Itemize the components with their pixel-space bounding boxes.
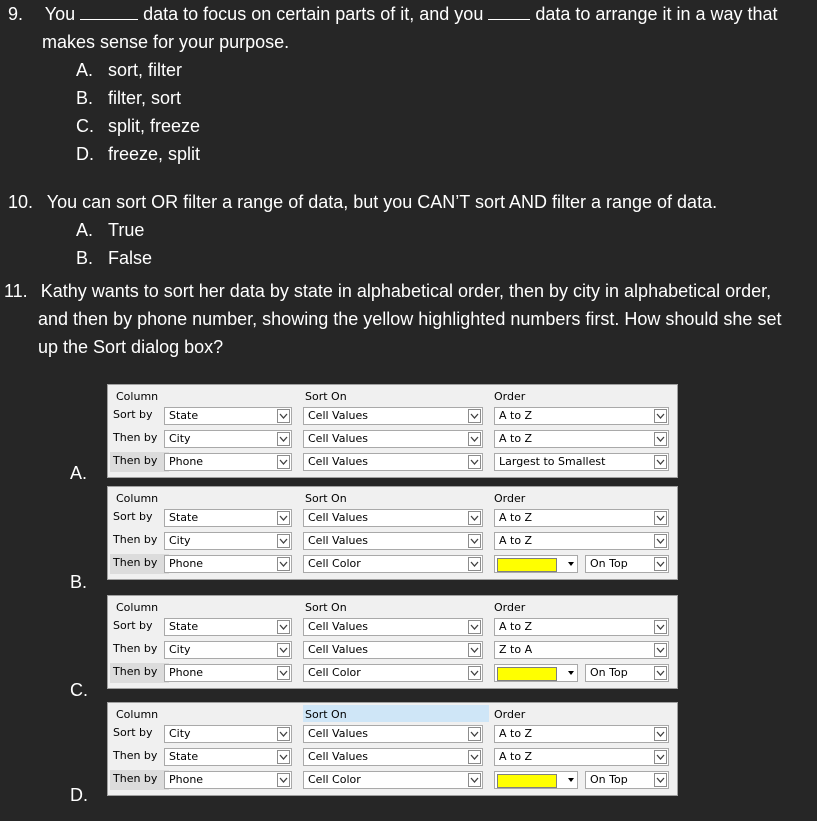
sort-dialog-a bbox=[107, 384, 678, 478]
order-select[interactable] bbox=[494, 509, 669, 527]
chevron-down-icon[interactable] bbox=[468, 773, 481, 787]
chevron-down-icon[interactable] bbox=[468, 557, 481, 571]
chevron-down-icon[interactable] bbox=[277, 666, 290, 680]
header-sort-on: Sort On bbox=[305, 492, 347, 505]
sort-dialog-b bbox=[107, 486, 678, 580]
order-select-value: A to Z bbox=[499, 409, 533, 422]
sort-on-select-value: Cell Color bbox=[308, 557, 361, 570]
sort-on-select-value: Cell Values bbox=[308, 455, 368, 468]
cell-color-picker[interactable] bbox=[494, 771, 578, 789]
sort-on-select[interactable] bbox=[303, 430, 483, 448]
answer-letter-b: B. bbox=[70, 572, 88, 592]
sort-on-select[interactable] bbox=[303, 725, 483, 743]
cell-color-picker[interactable] bbox=[494, 664, 578, 682]
chevron-down-icon[interactable] bbox=[654, 750, 667, 764]
answer-letter-d: D. bbox=[70, 785, 88, 805]
sort-dialog-d bbox=[107, 702, 678, 796]
chevron-down-icon[interactable] bbox=[654, 455, 667, 469]
chevron-down-icon[interactable] bbox=[468, 455, 481, 469]
q9-option-b: B. filter, sort bbox=[76, 88, 182, 108]
q10-option-b: B. False bbox=[76, 248, 153, 268]
order-select-value: Z to A bbox=[499, 643, 533, 656]
sort-on-select[interactable] bbox=[303, 618, 483, 636]
row-label: Then by bbox=[113, 454, 158, 467]
sort-on-select-value: Cell Values bbox=[308, 727, 368, 740]
header-sort-on: Sort On bbox=[305, 601, 347, 614]
header-order: Order bbox=[494, 601, 526, 614]
column-select-value: City bbox=[169, 727, 191, 740]
column-select-value: Phone bbox=[169, 455, 204, 468]
row-label: Then by bbox=[113, 431, 158, 444]
header-column: Column bbox=[116, 492, 159, 505]
column-select-value: State bbox=[169, 620, 199, 633]
sort-on-select-value: Cell Values bbox=[308, 620, 368, 633]
chevron-down-icon[interactable] bbox=[277, 557, 290, 571]
header-column: Column bbox=[116, 601, 159, 614]
position-select[interactable] bbox=[585, 664, 669, 682]
chevron-down-icon[interactable] bbox=[468, 409, 481, 423]
header-sort-on: Sort On bbox=[305, 708, 347, 721]
sort-on-select-value: Cell Values bbox=[308, 643, 368, 656]
order-select-value: Largest to Smallest bbox=[499, 455, 606, 468]
sort-on-select-value: Cell Values bbox=[308, 432, 368, 445]
sort-on-select-value: Cell Color bbox=[308, 666, 361, 679]
header-column: Column bbox=[116, 708, 159, 721]
sort-on-select[interactable] bbox=[303, 641, 483, 659]
row-label: Then by bbox=[113, 772, 158, 785]
caret-down-icon bbox=[568, 562, 574, 566]
q9-option-a: A. sort, filter bbox=[76, 60, 183, 80]
question-9-number: 9. bbox=[8, 4, 24, 24]
q9-option-d: D. freeze, split bbox=[76, 144, 201, 164]
answer-letter-c: C. bbox=[70, 680, 88, 700]
sort-on-select[interactable] bbox=[303, 748, 483, 766]
row-label: Sort by bbox=[113, 510, 153, 523]
q9-option-c: C. split, freeze bbox=[76, 116, 201, 136]
chevron-down-icon[interactable] bbox=[277, 620, 290, 634]
column-select[interactable] bbox=[164, 555, 292, 573]
yellow-swatch bbox=[497, 558, 557, 572]
question-11-line1: 11. Kathy wants to sort her data by state in alphabetical order, then by city in alphabetical order, bbox=[4, 281, 772, 301]
chevron-down-icon[interactable] bbox=[654, 557, 667, 571]
order-select[interactable] bbox=[494, 453, 669, 471]
sort-on-select[interactable] bbox=[303, 453, 483, 471]
column-select[interactable] bbox=[164, 771, 292, 789]
order-select-value: A to Z bbox=[499, 432, 533, 445]
column-select-value: State bbox=[169, 511, 199, 524]
chevron-down-icon[interactable] bbox=[468, 511, 481, 525]
column-select[interactable] bbox=[164, 453, 292, 471]
column-select-value: Phone bbox=[169, 773, 204, 786]
column-select[interactable] bbox=[164, 407, 292, 425]
chevron-down-icon[interactable] bbox=[654, 409, 667, 423]
order-select-value: A to Z bbox=[499, 534, 533, 547]
column-select[interactable] bbox=[164, 664, 292, 682]
chevron-down-icon[interactable] bbox=[654, 643, 667, 657]
order-select[interactable] bbox=[494, 430, 669, 448]
chevron-down-icon[interactable] bbox=[277, 432, 290, 446]
order-select[interactable] bbox=[494, 725, 669, 743]
question-10-number: 10. bbox=[8, 192, 34, 212]
sort-on-select[interactable] bbox=[303, 771, 483, 789]
column-select-value: City bbox=[169, 432, 191, 445]
header-column: Column bbox=[116, 390, 159, 403]
chevron-down-icon[interactable] bbox=[277, 750, 290, 764]
chevron-down-icon[interactable] bbox=[277, 409, 290, 423]
column-select[interactable] bbox=[164, 430, 292, 448]
chevron-down-icon[interactable] bbox=[468, 432, 481, 446]
order-select[interactable] bbox=[494, 532, 669, 550]
column-select-value: Phone bbox=[169, 557, 204, 570]
column-select-value: Phone bbox=[169, 666, 204, 679]
sort-on-select[interactable] bbox=[303, 407, 483, 425]
chevron-down-icon[interactable] bbox=[654, 666, 667, 680]
chevron-down-icon[interactable] bbox=[468, 666, 481, 680]
chevron-down-icon[interactable] bbox=[468, 534, 481, 548]
chevron-down-icon[interactable] bbox=[654, 773, 667, 787]
question-11-number: 11. bbox=[4, 281, 28, 301]
chevron-down-icon[interactable] bbox=[277, 643, 290, 657]
column-select[interactable] bbox=[164, 532, 292, 550]
column-select-value: State bbox=[169, 409, 199, 422]
blank-2 bbox=[488, 1, 530, 20]
chevron-down-icon[interactable] bbox=[277, 534, 290, 548]
row-label: Sort by bbox=[113, 619, 153, 632]
chevron-down-icon[interactable] bbox=[654, 534, 667, 548]
row-label: Sort by bbox=[113, 726, 153, 739]
chevron-down-icon[interactable] bbox=[468, 750, 481, 764]
column-select-value: State bbox=[169, 750, 199, 763]
order-select-value: A to Z bbox=[499, 620, 533, 633]
yellow-swatch bbox=[497, 774, 557, 788]
position-select-value: On Top bbox=[590, 773, 628, 786]
position-select[interactable] bbox=[585, 555, 669, 573]
chevron-down-icon[interactable] bbox=[654, 620, 667, 634]
chevron-down-icon[interactable] bbox=[468, 620, 481, 634]
order-select[interactable] bbox=[494, 641, 669, 659]
header-order: Order bbox=[494, 708, 526, 721]
order-select[interactable] bbox=[494, 748, 669, 766]
answer-letter-a: A. bbox=[70, 463, 88, 483]
caret-down-icon bbox=[568, 778, 574, 782]
chevron-down-icon[interactable] bbox=[277, 727, 290, 741]
column-select[interactable] bbox=[164, 748, 292, 766]
order-select-value: A to Z bbox=[499, 727, 533, 740]
question-10: 10. You can sort OR filter a range of data, but you CAN’T sort AND filter a range of data. bbox=[8, 192, 718, 212]
sort-on-select-value: Cell Values bbox=[308, 534, 368, 547]
caret-down-icon bbox=[568, 671, 574, 675]
question-9-line2: makes sense for your purpose. bbox=[42, 32, 290, 52]
order-select[interactable] bbox=[494, 618, 669, 636]
chevron-down-icon[interactable] bbox=[277, 455, 290, 469]
cell-color-picker[interactable] bbox=[494, 555, 578, 573]
chevron-down-icon[interactable] bbox=[654, 511, 667, 525]
position-select[interactable] bbox=[585, 771, 669, 789]
header-order: Order bbox=[494, 492, 526, 505]
row-label: Sort by bbox=[113, 408, 153, 421]
chevron-down-icon[interactable] bbox=[654, 727, 667, 741]
header-order: Order bbox=[494, 390, 526, 403]
chevron-down-icon[interactable] bbox=[654, 432, 667, 446]
question-11-line3: up the Sort dialog box? bbox=[38, 337, 224, 357]
header-sort-on: Sort On bbox=[305, 390, 347, 403]
sort-on-select-value: Cell Values bbox=[308, 511, 368, 524]
chevron-down-icon[interactable] bbox=[277, 511, 290, 525]
row-label: Then by bbox=[113, 556, 158, 569]
order-select-value: A to Z bbox=[499, 511, 533, 524]
q10-option-a: A. True bbox=[76, 220, 145, 240]
blank-1 bbox=[80, 1, 138, 20]
sort-on-select-value: Cell Color bbox=[308, 773, 361, 786]
sort-on-select[interactable] bbox=[303, 509, 483, 527]
row-label: Then by bbox=[113, 642, 158, 655]
position-select-value: On Top bbox=[590, 557, 628, 570]
order-select[interactable] bbox=[494, 407, 669, 425]
row-label: Then by bbox=[113, 665, 158, 678]
column-select-value: City bbox=[169, 643, 191, 656]
order-select-value: A to Z bbox=[499, 750, 533, 763]
sort-on-select[interactable] bbox=[303, 532, 483, 550]
sort-on-select-value: Cell Values bbox=[308, 750, 368, 763]
column-select[interactable] bbox=[164, 641, 292, 659]
column-select[interactable] bbox=[164, 509, 292, 527]
position-select-value: On Top bbox=[590, 666, 628, 679]
question-11-line2: and then by phone number, showing the yellow highlighted numbers first. How should she set bbox=[38, 309, 782, 329]
sort-on-select[interactable] bbox=[303, 555, 483, 573]
column-select[interactable] bbox=[164, 725, 292, 743]
sort-on-select-value: Cell Values bbox=[308, 409, 368, 422]
row-label: Then by bbox=[113, 533, 158, 546]
column-select[interactable] bbox=[164, 618, 292, 636]
yellow-swatch bbox=[497, 667, 557, 681]
sort-dialog-c bbox=[107, 595, 678, 689]
question-9-line1: 9. You data to focus on certain parts of it, and you data to arrange it in a way that bbox=[8, 0, 778, 28]
row-label: Then by bbox=[113, 749, 158, 762]
chevron-down-icon[interactable] bbox=[468, 727, 481, 741]
column-select-value: City bbox=[169, 534, 191, 547]
chevron-down-icon[interactable] bbox=[468, 643, 481, 657]
chevron-down-icon[interactable] bbox=[277, 773, 290, 787]
sort-on-select[interactable] bbox=[303, 664, 483, 682]
